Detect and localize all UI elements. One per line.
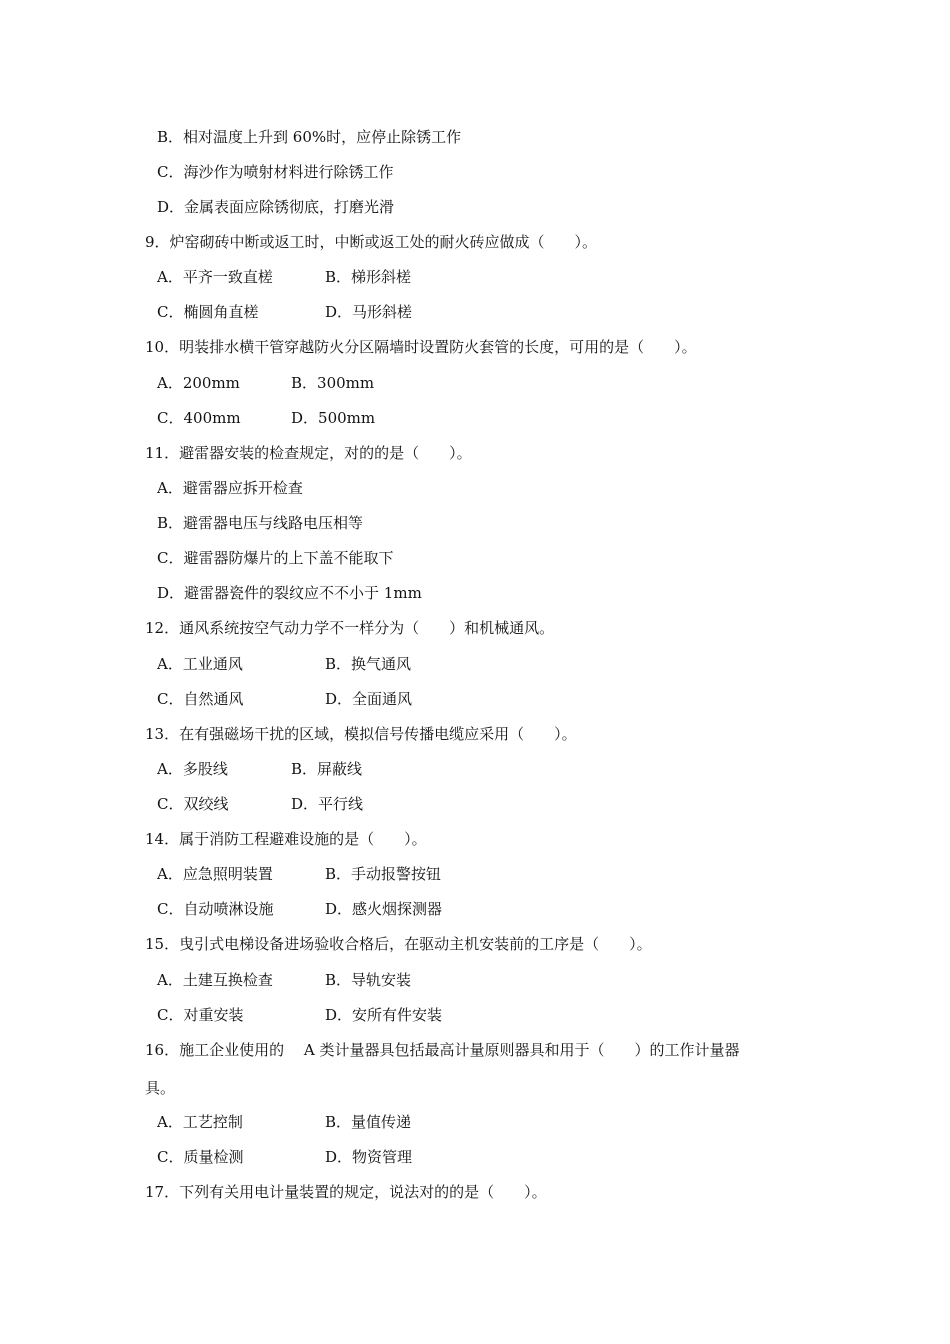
q13-option-d: D．平行线 xyxy=(291,795,364,813)
q16-option-d: D．物资管理 xyxy=(325,1148,413,1166)
q9-option-c: C．椭圆角直槎 xyxy=(157,303,259,321)
q9-option-a: A．平齐一致直槎 xyxy=(157,268,273,286)
question-10: 10．明装排水横干管穿越防火分区隔墙时设置防火套管的长度，可用的是（ ）。 xyxy=(145,338,697,356)
question-11: 11．避雷器安装的检查规定，对的的是（ ）。 xyxy=(145,444,472,462)
question-17: 17．下列有关用电计量装置的规定，说法对的的是（ ）。 xyxy=(145,1183,547,1201)
q12-option-a: A．工业通风 xyxy=(157,655,243,673)
q16-option-a: A．工艺控制 xyxy=(157,1113,243,1131)
q14-option-c: C．自动喷淋设施 xyxy=(157,900,274,918)
question-16: 16．施工企业使用的 A 类计量器具包括最高计量原则器具和用于（ ）的工作计量器 xyxy=(145,1041,740,1059)
q10-option-c: C．400mm xyxy=(157,409,241,427)
option-c-q8: C．海沙作为喷射材料进行除锈工作 xyxy=(157,163,394,181)
question-14: 14．属于消防工程避难设施的是（ ）。 xyxy=(145,830,427,848)
q15-option-b: B．导轨安装 xyxy=(325,971,412,989)
q16-option-b: B．量值传递 xyxy=(325,1113,412,1131)
q16-option-c: C．质量检测 xyxy=(157,1148,244,1166)
q11-option-d: D．避雷器瓷件的裂纹应不不小于 1mm xyxy=(157,584,422,602)
q14-option-a: A．应急照明装置 xyxy=(157,865,273,883)
option-b-q8: B．相对温度上升到 60%时，应停止除锈工作 xyxy=(157,128,462,146)
question-9: 9．炉窑砌砖中断或返工时，中断或返工处的耐火砖应做成（ ）。 xyxy=(145,233,598,251)
q13-option-b: B．屏蔽线 xyxy=(291,760,363,778)
q13-option-a: A．多股线 xyxy=(157,760,228,778)
option-d-q8: D．金属表面应除锈彻底，打磨光滑 xyxy=(157,198,395,216)
q10-option-b: B．300mm xyxy=(291,374,375,392)
q14-option-d: D．感火烟探测器 xyxy=(325,900,443,918)
q15-option-c: C．对重安装 xyxy=(157,1006,244,1024)
q15-option-d: D．安所有件安装 xyxy=(325,1006,443,1024)
q11-option-b: B．避雷器电压与线路电压相等 xyxy=(157,514,364,532)
q11-option-c: C．避雷器防爆片的上下盖不能取下 xyxy=(157,549,394,567)
q12-option-d: D．全面通风 xyxy=(325,690,413,708)
q15-option-a: A．土建互换检查 xyxy=(157,971,273,989)
q12-option-b: B．换气通风 xyxy=(325,655,412,673)
question-15: 15．曳引式电梯设备进场验收合格后，在驱动主机安装前的工序是（ ）。 xyxy=(145,935,652,953)
q12-option-c: C．自然通风 xyxy=(157,690,244,708)
q11-option-a: A．避雷器应拆开检查 xyxy=(157,479,303,497)
q9-option-b: B．梯形斜槎 xyxy=(325,268,412,286)
q10-option-d: D．500mm xyxy=(291,409,376,427)
q13-option-c: C．双绞线 xyxy=(157,795,229,813)
question-13: 13．在有强磁场干扰的区域，模拟信号传播电缆应采用（ ）。 xyxy=(145,725,577,743)
q14-option-b: B．手动报警按钮 xyxy=(325,865,442,883)
q9-option-d: D．马形斜槎 xyxy=(325,303,413,321)
question-16-continuation: 具。 xyxy=(145,1079,176,1097)
question-12: 12．通风系统按空气动力学不一样分为（ ）和机械通风。 xyxy=(145,619,555,637)
q10-option-a: A．200mm xyxy=(157,374,240,392)
